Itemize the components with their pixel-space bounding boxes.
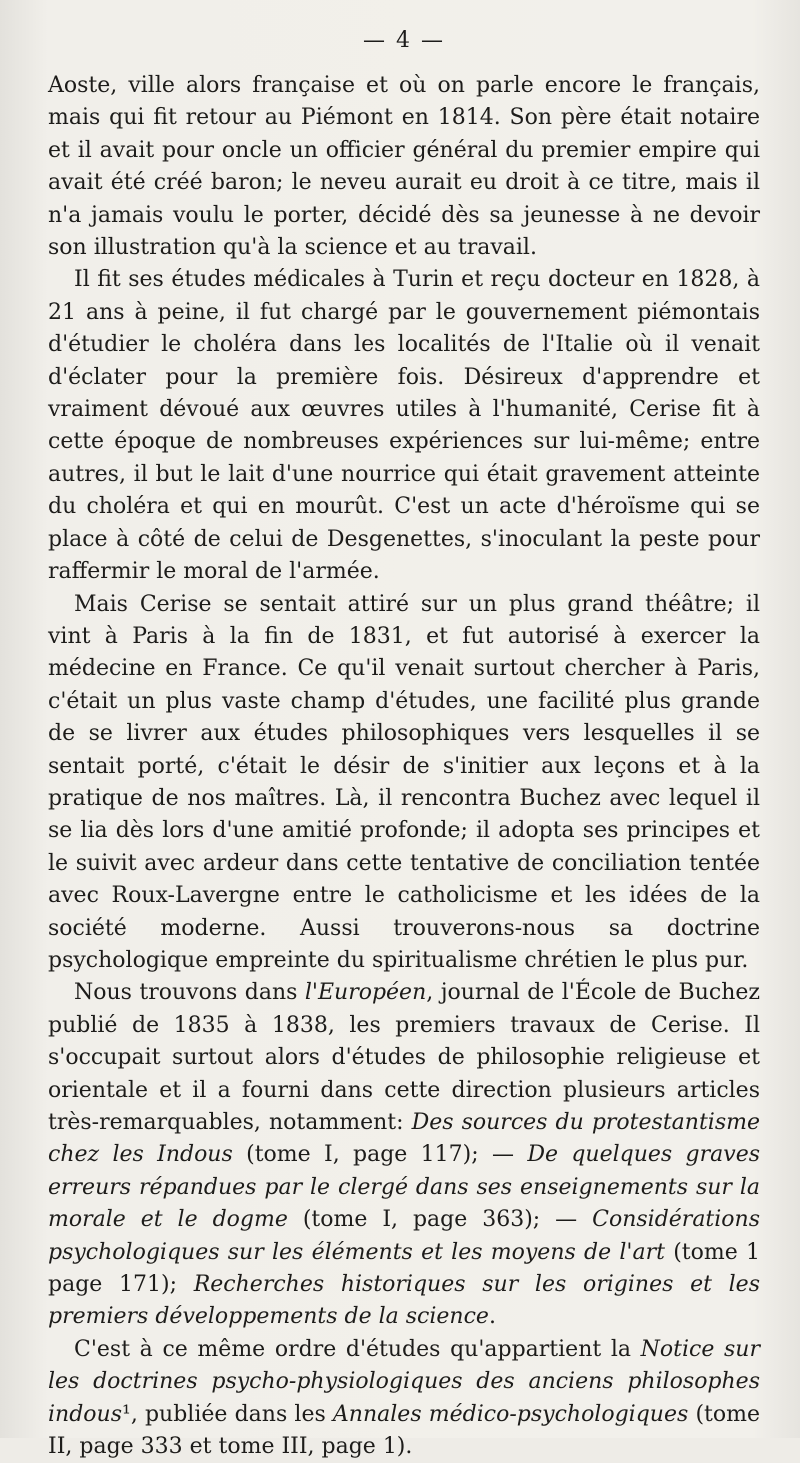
paragraph-4-text: (tome 1 page 171); (48, 1239, 760, 1298)
journal-title: l'Européen (304, 980, 427, 1006)
paragraph-4-text: . (488, 1304, 496, 1330)
paragraph-2: Il fit ses études médicales à Turin et reçu docteur en 1828, à 21 ans à peine, il fut chargé par le gouvernement piémontais d'étudier le choléra dans les localités de l'Italie où il venait d'éclater pour la première fois. Désireux d'apprendre et vraiment dévoué aux œuvres utiles à l'humanité, Cerise fit à cette époque de nombreuses expériences sur lui-même; entre autres, il but le lait d'une nourrice qui était gravement atteinte du choléra et qui en mourût. C'est un acte d'héroïsme qui se place à côté de celui de Desgenettes, s'inoculant la peste pour raffermir le moral de l'armée. (48, 267, 760, 585)
paragraph-4 (48, 977, 760, 1333)
paragraph-5-text: (tome II, page 333 et tome III, page 1). (48, 1401, 760, 1460)
paragraph-4-text: (tome I, page 117); — (232, 1142, 528, 1168)
article-title: Recherches historiques sur les origines et les premiers développements de la science (48, 1272, 760, 1330)
body-text (48, 70, 760, 1463)
paragraph-4-text: (tome I, page 363); — (287, 1207, 593, 1233)
article-title: Des sources du protestantisme chez les Indous (48, 1110, 761, 1168)
paragraph-5-text: C'est à ce même ordre d'études qu'appartient la (74, 1336, 641, 1362)
paragraph-5-text: ¹, publiée dans les (122, 1401, 333, 1427)
journal-title: Annales médico-psychologiques (332, 1401, 689, 1427)
paragraph-5 (48, 1334, 760, 1463)
paragraph-4-text: Nous trouvons dans (74, 980, 305, 1006)
paragraph-4-text: , journal de l'École de Buchez publié de 1835 à 1838, les premiers travaux de Cerise. Il s'occupait surtout alors d'études de philosophie religieuse et orientale et il a fourni dans cette direction plusieurs articles très-remarquables, notamment: (48, 980, 760, 1135)
paragraph-3: Mais Cerise se sentait attiré sur un plus grand théâtre; il vint à Paris à la fin de 1831, et fut autorisé à exercer la médecine en France. Ce qu'il venait surtout chercher à Paris, c'était un plus vaste champ d'études, une facilité plus grande de se livrer aux études philosophiques vers lesquelles il se sentait porté, c'était le désir de s'initier aux leçons et à la pratique de nos maîtres. Là, il rencontra Buchez avec lequel il se lia dès lors d'une amitié profonde; il adopta ses principes et le suivit avec ardeur dans cette tentative de conciliation tentée avec Roux-Lavergne entre le catholicisme et les idées de la société moderne. Aussi trouverons-nous sa doctrine psychologique empreinte du spiritualisme chrétien le plus pur. (48, 591, 760, 973)
article-title: De quelques graves erreurs répandues par le clergé dans ses enseignements sur la morale et le dogme (48, 1142, 761, 1233)
notice-title: Notice sur les doctrines psycho-physiologiques des anciens philosophes indous (48, 1336, 760, 1427)
article-title: Considérations psychologiques sur les éléments et les moyens de l'art (48, 1207, 761, 1265)
page-number: — 4 — (363, 28, 445, 53)
paragraph-1: Aoste, ville alors française et où on parle encore le français, mais qui fit retour au Piémont en 1814. Son père était notaire et il avait pour oncle un officier général du premier empire qui avait été créé baron; le neveu aurait eu droit à ce titre, mais il n'a jamais voulu le porter, décidé dès sa jeunesse à ne devoir son illustration qu'à la science et au travail. (48, 73, 760, 261)
